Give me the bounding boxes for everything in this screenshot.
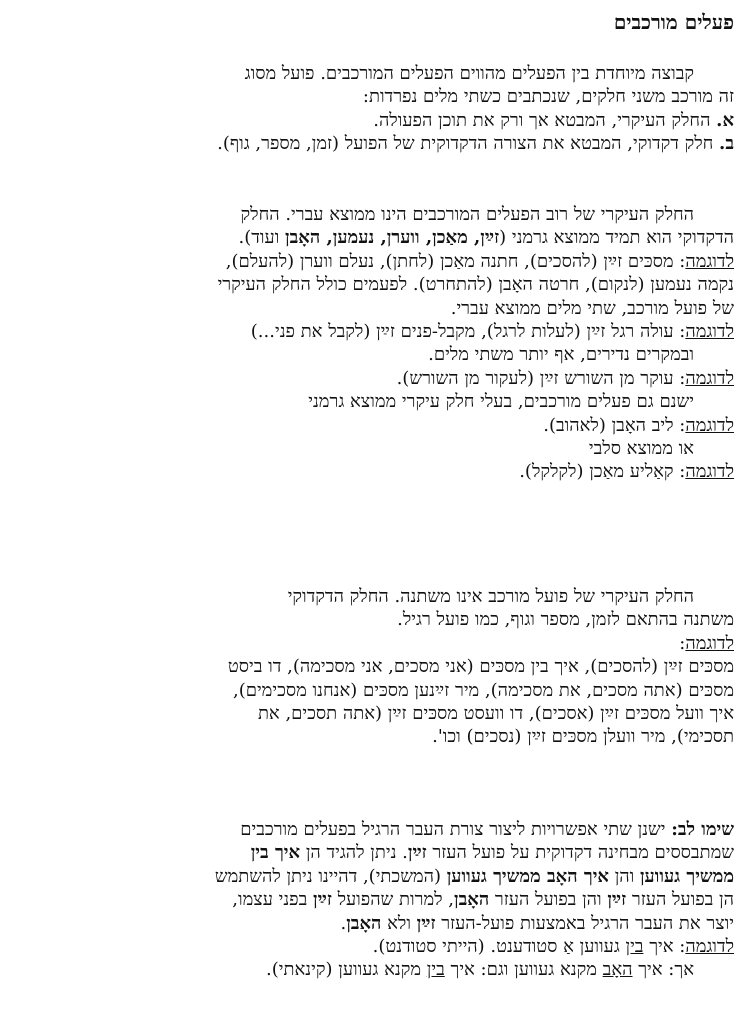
example-label: לדוגמה [685,461,734,483]
text-line [14,912,734,935]
text-line [14,226,734,249]
text-line: זה מורכב משני חלקים, שנכתבים כשתי מלים נפרדות: [362,86,734,108]
underlined-span: בין [625,936,644,958]
note-label: שימו לב: [671,819,734,840]
example-line [14,414,734,437]
bold-span: זײַן [607,889,627,911]
bold-span: האָבן [454,889,490,911]
text-line: איך וועל מסכּים זײַן (אסכים), דו וועסט מסכּים זײַן (אתה תסכים, את [257,703,734,725]
text-line: ישנם גם פעלים מורכבים, בעלי חלק עיקרי ממוצא גרמני [308,391,694,413]
text-line [14,841,734,864]
bold-span: זײַן, מאַכן, ווערן, נעמען, האָבן [285,227,500,249]
bold-span: האָבן [346,912,382,934]
page-title: פעלים מורכבים [613,10,734,34]
text-line: של פועל מורכב, שתי מלים ממוצא עברי. [450,297,734,319]
text-span: אך: איך [632,959,694,981]
list-marker: ב. [719,133,734,155]
paragraph-inflection [14,585,734,749]
text-span: בפני עצמו, [232,889,314,911]
bold-span: זײַן [313,889,332,911]
text-span: : [679,632,686,654]
list-item-b [14,132,734,155]
example-line [14,632,734,655]
text-span: (המשכתי), דהיינו ניתן להשתמש [214,865,447,887]
example-line [14,935,734,958]
text-line: תסכימי), מיר וועלן מסכּים זײַן (נסכים) וכו'. [432,726,734,748]
text-span: הן בפועל העזר [626,889,734,911]
text-span: ולא [381,912,417,934]
example-line [14,250,734,273]
text-span: ועוד). [238,227,286,249]
bold-span: ממשיך געווען [639,865,734,887]
underlined-span: בין [426,959,445,981]
text-span: : איך [643,936,686,958]
text-line: מסכּים זײַן (להסכים), איך בין מסכּים (אני מסכים, אני מסכימה), דו ביסט [227,656,734,678]
text-line: קבוצה מיוחדת בין הפעלים מהווים הפעלים המורכבים. פועל מסוג [244,63,694,84]
example-label: לדוגמה [685,321,734,343]
bold-span: איך האָב ממשיך געווען [446,865,609,887]
paragraph-main-part [14,203,734,484]
text-line: החלק העיקרי של רוב הפעלים המורכבים הינו ממוצא עברי. החלק [240,204,694,225]
bold-span: זײַן [407,842,427,864]
paragraph-note [14,818,734,982]
text-span: מקנא געווען (קינאתי). [266,959,427,981]
text-span: . ניתן להגיד הן [300,842,408,864]
text-span: , למרות שהפועל [331,889,454,911]
text-span: : עולה רגל זײַן (לעלות לרגל), מקבל-פנים זײַן (לקבל את פני...) [250,321,686,343]
text-span: ישנן שתי אפשרויות ליצור צורת העבר הרגיל בפעלים מורכבים [240,819,672,840]
text-span: : ליב האָבן (לאהוב). [543,414,686,436]
text-line [14,888,734,911]
example-label: לדוגמה [685,414,734,436]
text-span: והן בפועל העזר [489,889,608,911]
paragraph-intro [14,62,734,156]
list-text: חלק דקדוקי, המבטא את הצורה הדקדוקית של הפועל (זמן, מספר, גוף). [217,133,720,155]
text-span: מקנא געווען וגם: איך [444,959,603,981]
text-line: ובמקרים נדירים, אף יותר משתי מלים. [428,344,694,366]
text-span: הדקדוקי הוא תמיד ממוצא גרמני ( [499,227,734,249]
text-line [14,958,734,981]
text-line [14,865,734,888]
text-span: יוצר את העבר הרגיל באמצעות פועל-העזר [435,912,734,934]
example-label: לדוגמה [685,250,734,272]
example-line [14,460,734,483]
text-line: או ממוצא סלבי [588,438,694,460]
example-label: לדוגמה [685,367,734,389]
list-text: החלק העיקרי, המבטא אך ורק את תוכן הפעולה. [373,109,717,131]
text-line: מסכּים (אתה מסכים, את מסכימה), מיר זײַנען מסכּים (אנחנו מסכימים), [232,679,734,701]
list-marker: א. [716,109,734,131]
text-span: : עוקר מן השורש זײַן (לעקור מן השורש). [396,367,686,389]
text-span: והן [608,865,640,887]
text-span: שמתבססים מבחינה דקדוקית על פועל העזר [426,842,734,864]
text-line: משתנה בהתאם לזמן, מספר וגוף, כמו פועל רגיל. [397,609,734,631]
bold-span: איך בין [250,842,301,864]
example-line [14,320,734,343]
text-span: . [340,912,347,934]
text-span: געווען אַ סטודענט. (הייתי סטודנט). [372,936,626,958]
text-line: החלק העיקרי של פועל מורכב אינו משתנה. החלק הדקדוקי [287,586,694,607]
text-span: : מסכּים זײַן (להסכים), חתנה מאַכן (לחתן), נעלם ווערן (להעלם), [225,250,686,272]
text-line [14,818,734,841]
example-line [14,367,734,390]
bold-span: זײַן [416,912,436,934]
example-label: לדוגמה [685,936,734,958]
underlined-span: האָב [602,959,633,981]
example-label: לדוגמה [685,632,734,654]
text-span: : קאַליע מאַכן (לקלקל). [519,461,686,483]
text-line: נקמה נעמען (לנקום), חרטה האָבן (להתחרט). לפעמים כולל החלק העיקרי [217,274,734,296]
list-item-a [14,109,734,132]
